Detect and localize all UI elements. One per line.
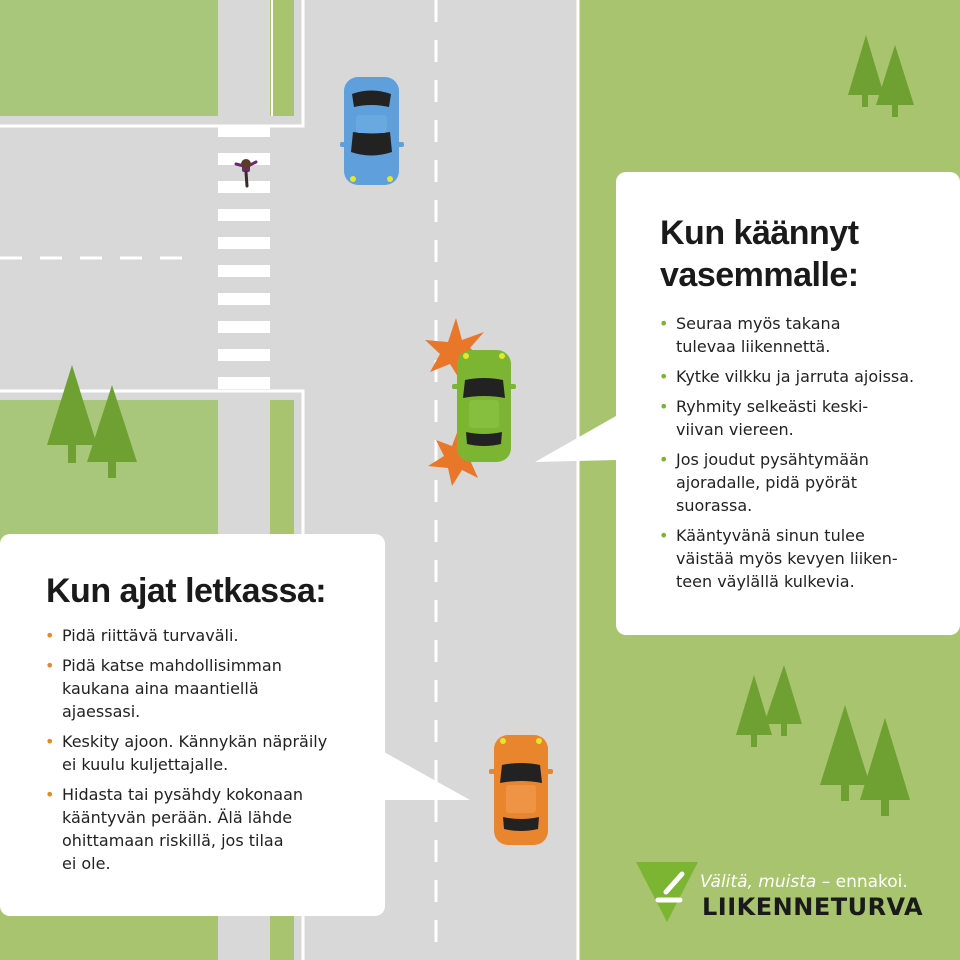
convoy-tips-box	[0, 534, 385, 916]
list-item: • Jos joudut pysähtymään ajoradalle, pidä pyörät suorassa.	[676, 448, 946, 517]
left-turn-tips-box	[616, 172, 960, 635]
list-item: • Pidä katse mahdollisimman kaukana aina maantiellä ajaessasi.	[62, 654, 362, 723]
list-item: • Seuraa myös takana tulevaa liikennettä.	[676, 312, 946, 358]
convoy-tips-list	[62, 624, 362, 882]
list-item: • Hidasta tai pysähdy kokonaan kääntyvän perään. Älä lähde ohittamaan riskillä, jos tilaa ei ole.	[62, 783, 362, 875]
convoy-title: Kun ajat letkassa:	[46, 572, 327, 610]
list-item: • Pidä riittävä turvaväli.	[62, 624, 362, 647]
brand-name: LIIKENNETURVA	[702, 893, 924, 921]
list-item: • Kääntyvänä sinun tulee väistää myös kevyen liiken- teen väylällä kulkevia.	[676, 524, 946, 593]
car-icon	[452, 350, 516, 462]
car-icon	[340, 77, 404, 185]
brand-slogan: Välitä, muista – ennakoi.	[700, 872, 908, 892]
car-icon	[489, 735, 553, 845]
list-item: • Ryhmity selkeästi keski- viivan viereen.	[676, 395, 946, 441]
grass-patch	[0, 0, 218, 116]
left-turn-tips-list	[676, 312, 946, 600]
list-item: • Keskity ajoon. Kännykän näpräily ei kuulu kuljettajalle.	[62, 730, 362, 776]
list-item: • Kytke vilkku ja jarruta ajoissa.	[676, 365, 946, 388]
left-turn-title: Kun käännyt vasemmalle:	[660, 214, 859, 294]
